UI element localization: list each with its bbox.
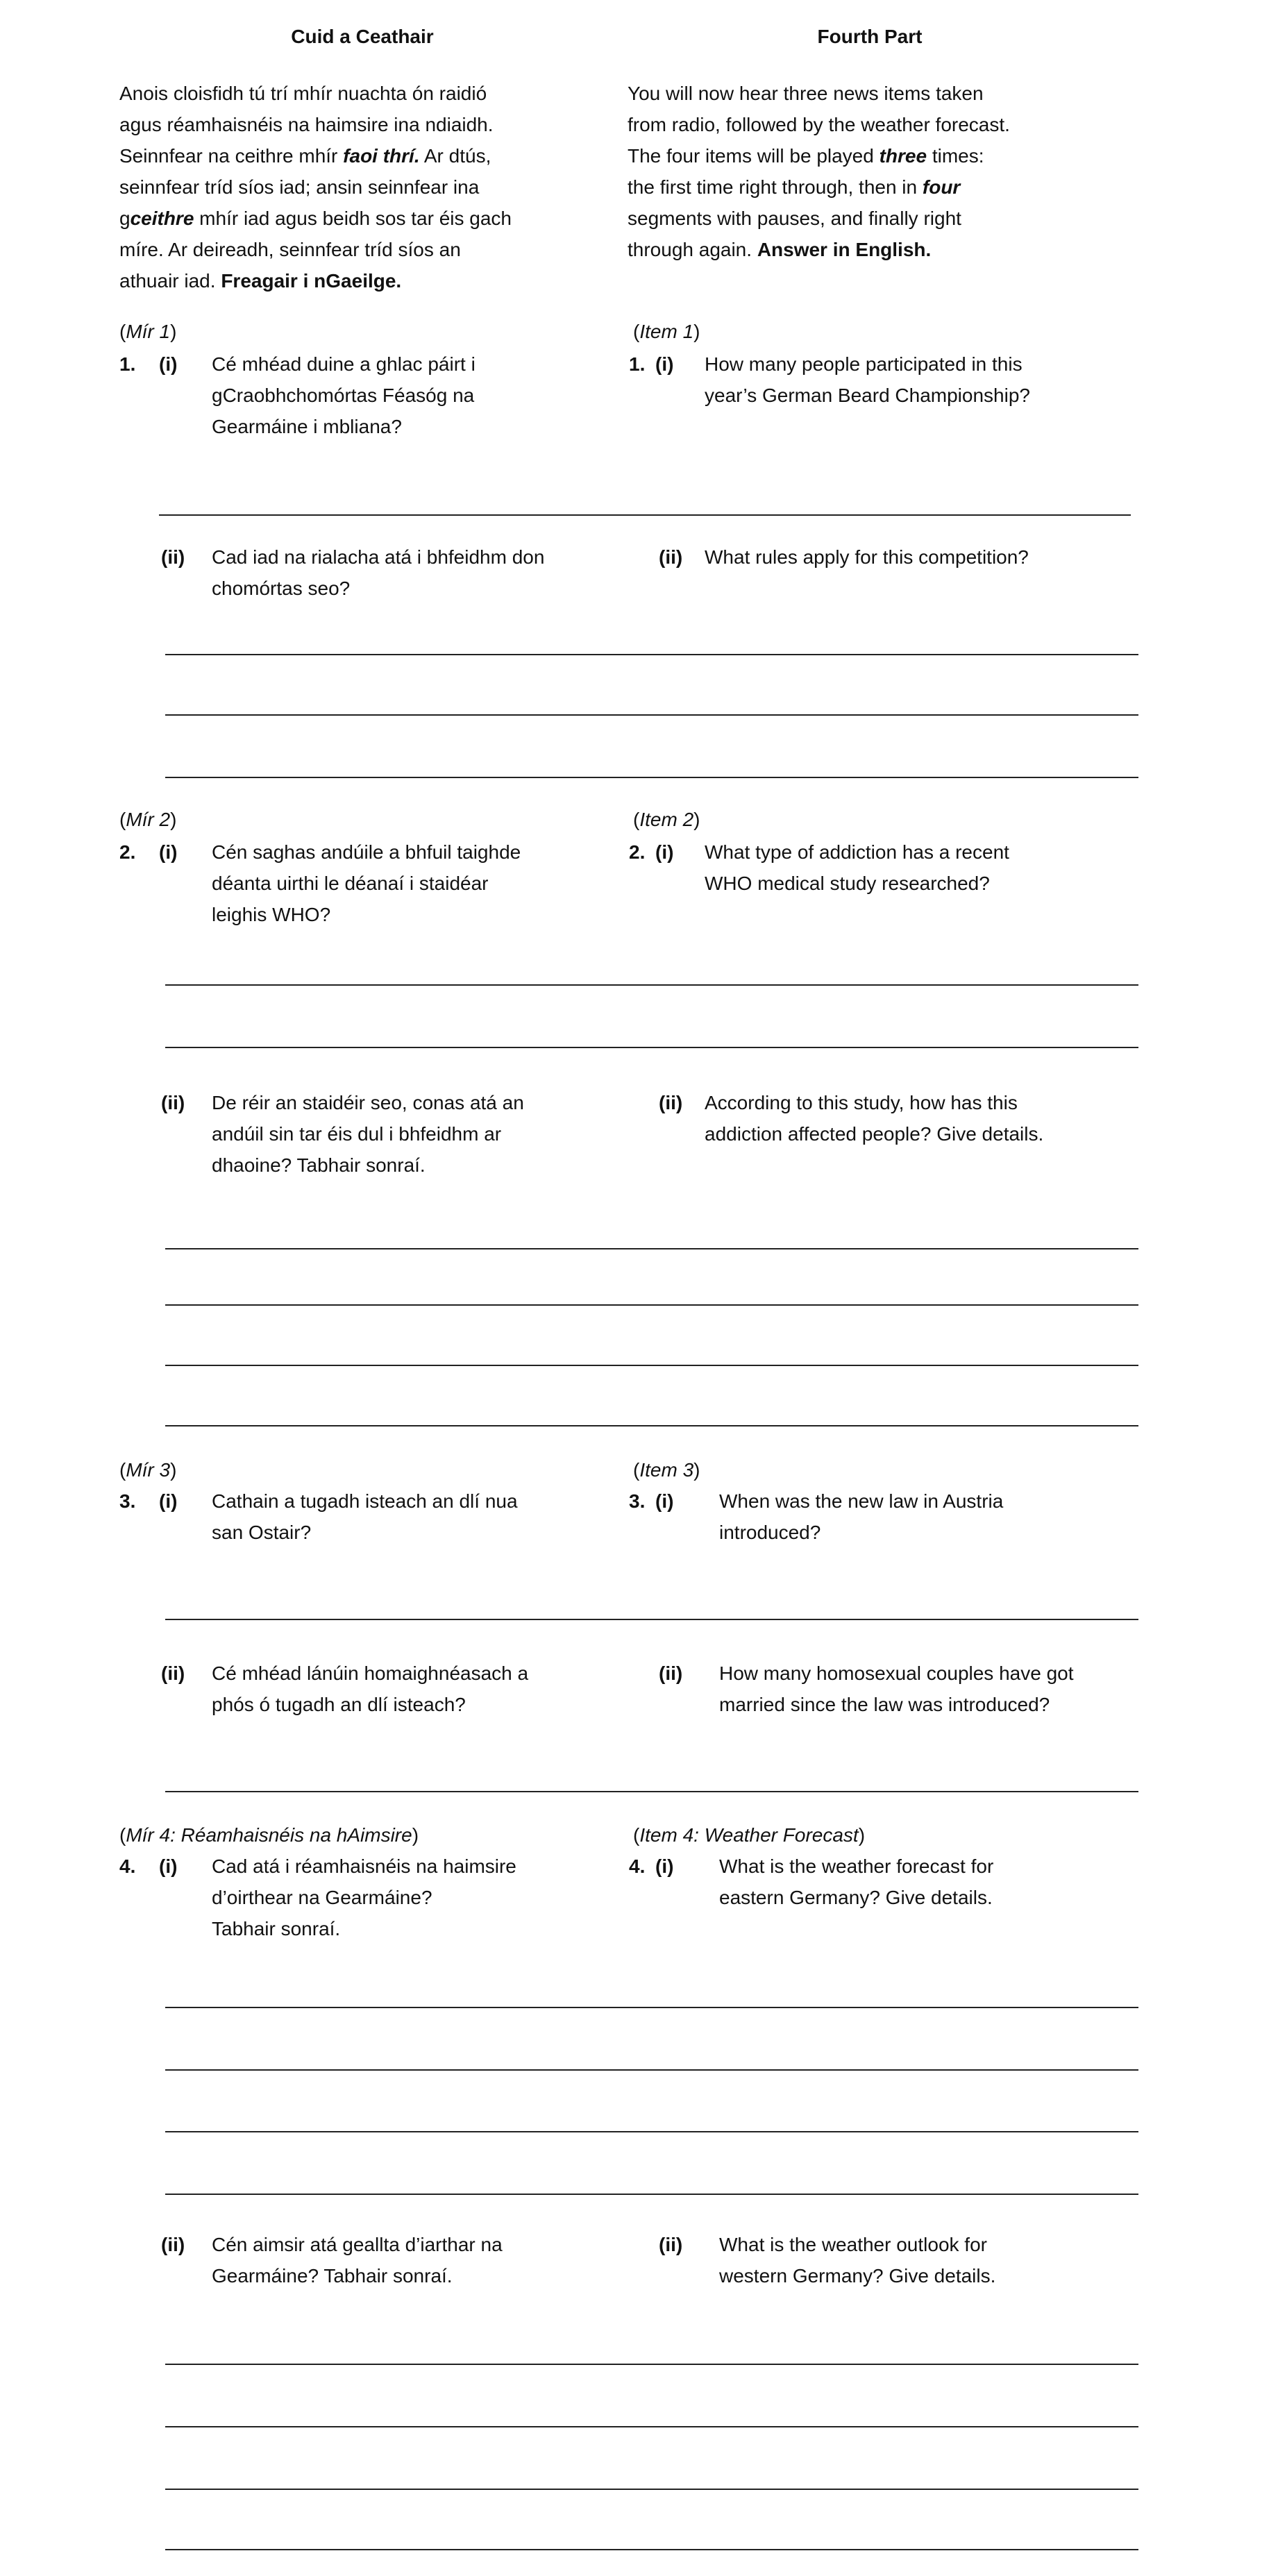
sub-question-label: (i) bbox=[159, 841, 178, 863]
sub-question-label: (ii) bbox=[161, 546, 185, 568]
intro-line: from radio, followed by the weather forecast. bbox=[628, 114, 1010, 135]
question-text-english bbox=[719, 1658, 1074, 1720]
answer-line[interactable] bbox=[165, 2489, 1138, 2490]
answer-line[interactable] bbox=[165, 2069, 1138, 2071]
item-label-english: (Item 2) bbox=[633, 809, 700, 830]
text-line: What rules apply for this competition? bbox=[705, 546, 1029, 568]
text-line: Gearmáine i mbliana? bbox=[212, 416, 402, 437]
question-text-english bbox=[719, 2229, 995, 2291]
text-line: san Ostair? bbox=[212, 1522, 312, 1543]
sub-question-label: (i) bbox=[655, 1490, 674, 1512]
question-number: 4. bbox=[629, 1855, 646, 1877]
text-line: eastern Germany? Give details. bbox=[719, 1887, 993, 1908]
item-label-english: (Item 4: Weather Forecast) bbox=[633, 1824, 866, 1846]
sub-question-label: (ii) bbox=[161, 1092, 185, 1113]
question-text-irish bbox=[212, 1087, 524, 1181]
sub-question-label: (i) bbox=[159, 353, 178, 375]
intro-line: the first time right through, then in four bbox=[628, 176, 961, 198]
item-label-irish: (Mír 4: Réamhaisnéis na hAimsire) bbox=[119, 1824, 419, 1846]
text-line: What is the weather forecast for bbox=[719, 1855, 994, 1877]
item-label-english: (Item 1) bbox=[633, 321, 700, 342]
answer-line[interactable] bbox=[165, 2549, 1138, 2550]
question-number: 3. bbox=[119, 1490, 136, 1512]
text-line: married since the law was introduced? bbox=[719, 1694, 1050, 1715]
answer-line[interactable] bbox=[165, 714, 1138, 716]
text-line: Cén aimsir atá geallta d’iarthar na bbox=[212, 2234, 503, 2255]
intro-line: The four items will be played three times: bbox=[628, 145, 984, 167]
sub-question-label: (i) bbox=[159, 1490, 178, 1512]
text-line: western Germany? Give details. bbox=[719, 2265, 996, 2287]
text-line: Gearmáine? Tabhair sonraí. bbox=[212, 2265, 453, 2287]
sub-question-label: (i) bbox=[159, 1855, 178, 1877]
answer-line[interactable] bbox=[165, 1304, 1138, 1306]
question-text-english bbox=[705, 836, 1009, 899]
text-line: How many homosexual couples have got bbox=[719, 1662, 1074, 1684]
text-line: addiction affected people? Give details. bbox=[705, 1123, 1044, 1145]
heading-irish: Cuid a Ceathair bbox=[291, 26, 434, 47]
answer-line[interactable] bbox=[165, 2194, 1138, 2195]
text-line: d’oirthear na Gearmáine? bbox=[212, 1887, 432, 1908]
text-line: phós ó tugadh an dlí isteach? bbox=[212, 1694, 466, 1715]
item-label-irish: (Mír 2) bbox=[119, 809, 177, 830]
item-label-irish: (Mír 1) bbox=[119, 321, 177, 342]
intro-line: míre. Ar deireadh, seinnfear tríd síos an bbox=[119, 239, 461, 260]
question-number: 1. bbox=[119, 353, 136, 375]
answer-line[interactable] bbox=[165, 654, 1138, 655]
answer-line[interactable] bbox=[165, 1365, 1138, 1366]
sub-question-label: (ii) bbox=[659, 546, 683, 568]
intro-english bbox=[628, 78, 1010, 265]
text-line: Cén saghas andúile a bhfuil taighde bbox=[212, 841, 521, 863]
item-label-irish: (Mír 3) bbox=[119, 1459, 177, 1481]
intro-line: Seinnfear na ceithre mhír faoi thrí. Ar dtús, bbox=[119, 145, 491, 167]
text-line: Cad atá i réamhaisnéis na haimsire bbox=[212, 1855, 516, 1877]
answer-line[interactable] bbox=[165, 777, 1138, 778]
question-text-irish bbox=[212, 2229, 503, 2291]
question-number: 1. bbox=[629, 353, 646, 375]
answer-line[interactable] bbox=[165, 1248, 1138, 1249]
text-line: gCraobhchomórtas Féasóg na bbox=[212, 385, 475, 406]
sub-question-label: (ii) bbox=[161, 1662, 185, 1684]
answer-line[interactable] bbox=[159, 514, 1131, 516]
text-line: Cathain a tugadh isteach an dlí nua bbox=[212, 1490, 518, 1512]
text-line: leighis WHO? bbox=[212, 904, 331, 925]
question-number: 4. bbox=[119, 1855, 136, 1877]
answer-line[interactable] bbox=[165, 2007, 1138, 2008]
question-text-english bbox=[719, 1485, 1003, 1548]
text-line: What type of addiction has a recent bbox=[705, 841, 1009, 863]
sub-question-label: (ii) bbox=[659, 1092, 683, 1113]
question-text-irish bbox=[212, 836, 521, 930]
text-line: WHO medical study researched? bbox=[705, 873, 990, 894]
sub-question-label: (i) bbox=[655, 353, 674, 375]
question-text-english bbox=[705, 1087, 1043, 1150]
text-line: De réir an staidéir seo, conas atá an bbox=[212, 1092, 524, 1113]
text-line: introduced? bbox=[719, 1522, 821, 1543]
sub-question-label: (i) bbox=[655, 841, 674, 863]
answer-line[interactable] bbox=[165, 1425, 1138, 1426]
question-text-english bbox=[705, 541, 1029, 573]
text-line: How many people participated in this bbox=[705, 353, 1023, 375]
question-text-english bbox=[705, 348, 1030, 411]
intro-irish bbox=[119, 78, 512, 296]
intro-line: through again. Answer in English. bbox=[628, 239, 932, 260]
question-text-irish bbox=[212, 1485, 518, 1548]
text-line: When was the new law in Austria bbox=[719, 1490, 1004, 1512]
question-text-irish bbox=[212, 1851, 516, 1944]
text-line: Cad iad na rialacha atá i bhfeidhm don bbox=[212, 546, 545, 568]
question-number: 2. bbox=[629, 841, 646, 863]
question-text-irish bbox=[212, 1658, 528, 1720]
text-line: Tabhair sonraí. bbox=[212, 1918, 341, 1939]
text-line: andúil sin tar éis dul i bhfeidhm ar bbox=[212, 1123, 502, 1145]
sub-question-label: (ii) bbox=[659, 2234, 683, 2255]
text-line: year’s German Beard Championship? bbox=[705, 385, 1030, 406]
intro-line: Anois cloisfidh tú trí mhír nuachta ón raidió bbox=[119, 83, 487, 104]
answer-line[interactable] bbox=[165, 2426, 1138, 2427]
sub-question-label: (i) bbox=[655, 1855, 674, 1877]
question-text-english bbox=[719, 1851, 993, 1913]
answer-line[interactable] bbox=[165, 1791, 1138, 1792]
text-line: Cé mhéad duine a ghlac páirt i bbox=[212, 353, 476, 375]
text-line: What is the weather outlook for bbox=[719, 2234, 987, 2255]
sub-question-label: (ii) bbox=[161, 2234, 185, 2255]
intro-line: seinnfear tríd síos iad; ansin seinnfear ina bbox=[119, 176, 480, 198]
heading-english: Fourth Part bbox=[817, 26, 923, 47]
text-line: Cé mhéad lánúin homaighnéasach a bbox=[212, 1662, 529, 1684]
answer-line[interactable] bbox=[165, 2364, 1138, 2365]
text-line: According to this study, how has this bbox=[705, 1092, 1018, 1113]
intro-line: gceithre mhír iad agus beidh sos tar éis gach bbox=[119, 208, 512, 229]
answer-line[interactable] bbox=[165, 2131, 1138, 2132]
text-line: chomórtas seo? bbox=[212, 578, 351, 599]
answer-line[interactable] bbox=[165, 1047, 1138, 1048]
intro-line: athuair iad. Freagair i nGaeilge. bbox=[119, 270, 402, 292]
text-line: déanta uirthi le déanaí i staidéar bbox=[212, 873, 489, 894]
item-label-english: (Item 3) bbox=[633, 1459, 700, 1481]
intro-line: You will now hear three news items taken bbox=[628, 83, 984, 104]
question-text-irish bbox=[212, 348, 476, 442]
answer-line[interactable] bbox=[165, 1619, 1138, 1620]
sub-question-label: (ii) bbox=[659, 1662, 683, 1684]
question-text-irish bbox=[212, 541, 544, 604]
question-number: 2. bbox=[119, 841, 136, 863]
question-number: 3. bbox=[629, 1490, 646, 1512]
answer-line[interactable] bbox=[165, 984, 1138, 986]
text-line: dhaoine? Tabhair sonraí. bbox=[212, 1154, 426, 1176]
intro-line: segments with pauses, and finally right bbox=[628, 208, 961, 229]
intro-line: agus réamhaisnéis na haimsire ina ndiaidh. bbox=[119, 114, 494, 135]
